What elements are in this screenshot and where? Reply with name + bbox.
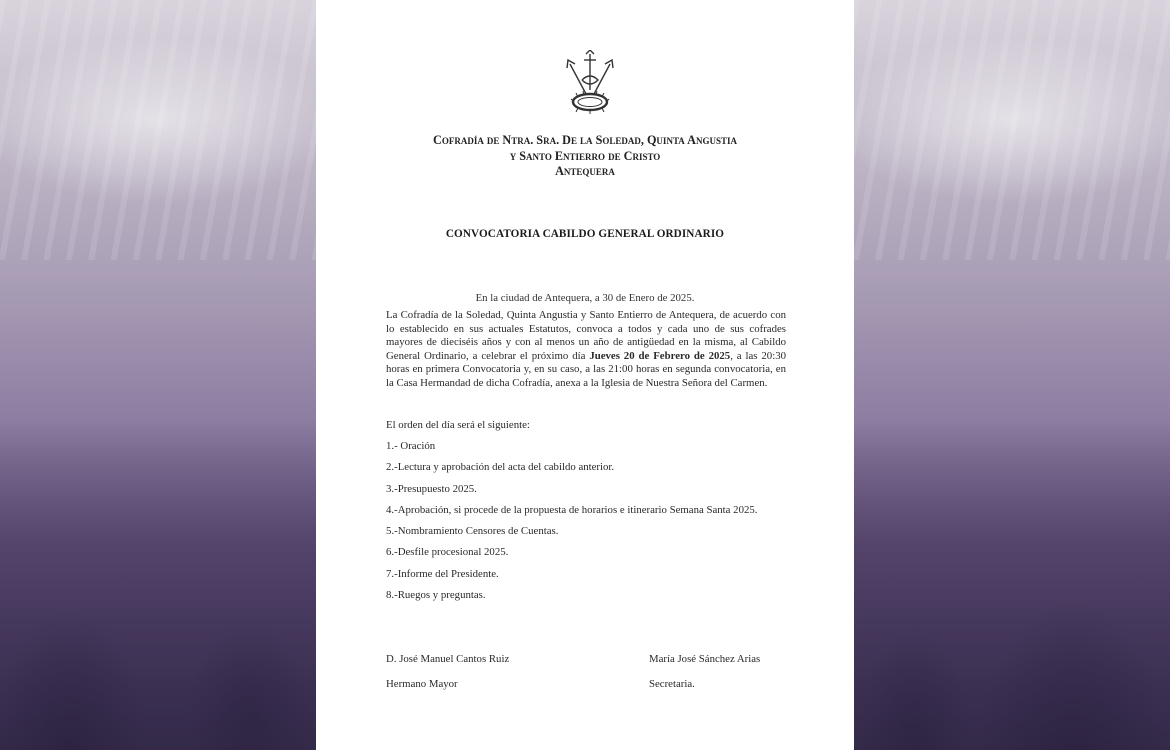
- agenda-list: [386, 440, 757, 610]
- organization-line-3: Antequera: [555, 164, 615, 178]
- agenda-intro: El orden del día será el siguiente:: [386, 419, 530, 431]
- date-line: En la ciudad de Antequera, a 30 de Enero de 2025.: [475, 292, 695, 304]
- agenda-item: 8.-Ruegos y preguntas.: [386, 589, 486, 602]
- convocation-paragraph: [386, 309, 786, 390]
- paragraph-text-1: La Cofradía de la Soledad, Quinta Angustia y Santo Entierro de Antequera, de acuerdo con lo establecido en sus actuales Estatutos, convoca a todos y cada uno de sus cofrades mayores de dieciséis años y con al menos un año de antigüedad en la misma, al Cabildo General Ordinario, a celebrar el próximo día: [386, 309, 786, 362]
- signatory-name-left: D. José Manuel Cantos Ruiz: [386, 653, 510, 665]
- paragraph-text-2: , a las 20:30 horas en primera Convocatoria y, en su caso, a las 21:00 horas en segunda convocatoria, en la Casa Hermandad de dicha Cofradía, anexa a la Iglesia de Nuestra Señora del Carmen.: [386, 349, 786, 389]
- agenda-item: 2.-Lectura y aprobación del acta del cabildo anterior.: [386, 461, 615, 474]
- agenda-item: 5.-Nombramiento Censores de Cuentas.: [386, 525, 559, 538]
- document-title: CONVOCATORIA CABILDO GENERAL ORDINARIO: [445, 228, 725, 240]
- cross-of-thorns-emblem-icon: [562, 50, 618, 116]
- signature-right: [649, 653, 760, 690]
- agenda-item: 3.-Presupuesto 2025.: [386, 482, 477, 495]
- signatory-role-right: Secretaria.: [649, 678, 695, 690]
- agenda-item: 6.-Desfile procesional 2025.: [386, 546, 509, 559]
- organization-header: [316, 133, 854, 180]
- signatory-name-right: María José Sánchez Arias: [649, 653, 761, 665]
- document-page: [316, 0, 854, 750]
- meeting-date-bold: Jueves 20 de Febrero de 2025: [589, 349, 731, 362]
- agenda-item: 4.-Aprobación, si procede de la propuesta de horarios e itinerario Semana Santa 2025.: [386, 503, 758, 516]
- background-silhouette-left: [0, 420, 316, 750]
- agenda-item: 7.-Informe del Presidente.: [386, 567, 499, 580]
- signatory-role-left: Hermano Mayor: [386, 678, 458, 690]
- agenda-item: 1.- Oración: [386, 440, 436, 452]
- organization-line-2: y Santo Entierro de Cristo: [509, 148, 661, 163]
- organization-line-1: Cofradía de Ntra. Sra. De la Soledad, Quinta Angustia: [433, 133, 737, 147]
- signature-left: [386, 653, 509, 690]
- background-silhouette-right: [854, 410, 1170, 750]
